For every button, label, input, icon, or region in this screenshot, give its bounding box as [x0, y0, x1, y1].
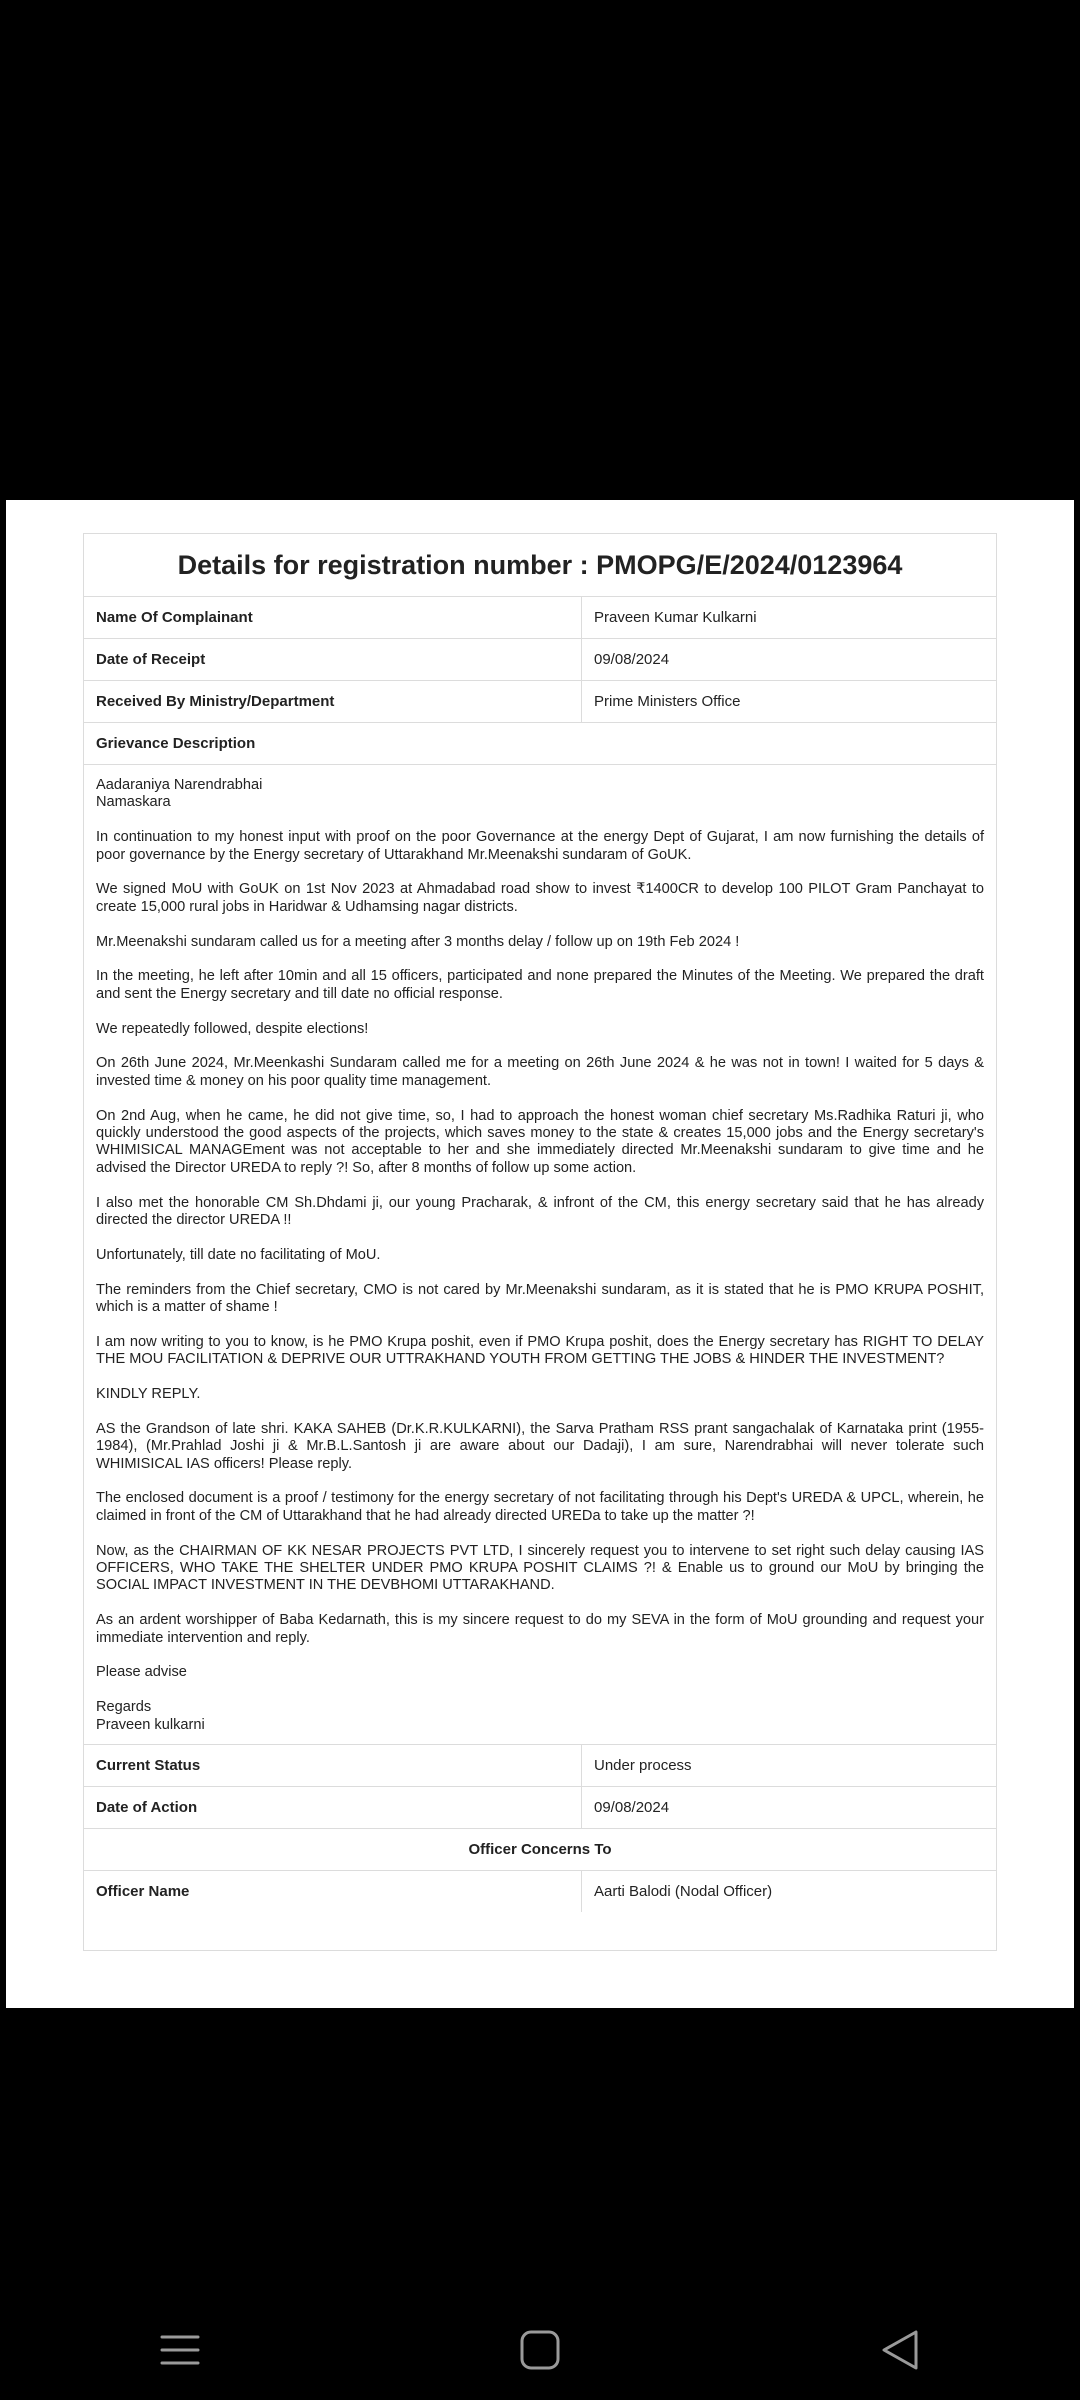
row-key: Received By Ministry/Department: [84, 681, 582, 722]
row-current-status: [84, 1745, 996, 1787]
system-navigation-bar: [0, 2300, 1080, 2400]
paragraph: As an ardent worshipper of Baba Kedarnath, this is my sincere request to do my SEVA in the form of MoU grounding and request your immediate intervention and reply.: [96, 1612, 984, 1646]
document-page: [6, 500, 1074, 2008]
paragraph: Mr.Meenakshi sundaram called us for a meeting after 3 months delay / follow up on 19th Feb 2024 !: [96, 933, 740, 950]
row-date-of-action: [84, 1787, 996, 1829]
paragraph: Unfortunately, till date no facilitating of MoU.: [96, 1246, 381, 1263]
status-value: Under process: [594, 1757, 692, 1775]
row-value: Prime Ministers Office: [594, 693, 741, 710]
closing: [96, 1699, 984, 1734]
row-value: 09/08/2024: [594, 1799, 670, 1817]
paragraph: The enclosed document is a proof / testimony for the energy secretary of not facilitating through his Dept's UREDA & UPCL, wherein, he claimed in front of the CM of Uttarakhand that he had already directed UREDa to take up the matter ?!: [96, 1490, 984, 1524]
paragraph: On 2nd Aug, when he came, he did not give time, so, I had to approach the honest woman chief secretary Ms.Radhika Raturi ji, who quickly understood the good aspects of the projects, which saves money to the state & creates 15,000 jobs and the Energy secretary's WHIMISICAL MANAGEment was not acceptable to her and she immediately directed Mr.Meenakshi sundaram to give time and he advised the Director UREDA to reply ?! So, after 8 months of follow up some action.: [96, 1107, 984, 1176]
home-button[interactable]: [510, 2320, 570, 2380]
paragraph: In continuation to my honest input with proof on the poor Governance at the energy Dept of Gujarat, I am now furnishing the details of poor governance by the Energy secretary of Uttarakhand Mr.Meenakshi sundaram of GoUK.: [96, 829, 984, 863]
paragraph: In the meeting, he left after 10min and all 15 officers, participated and none prepared the Minutes of the Meeting. We prepared the draft and sent the Energy secretary and till date no official response.: [96, 968, 984, 1002]
paragraph: I also met the honorable CM Sh.Dhdami ji, our young Pracharak, & infront of the CM, this energy secretary said that he has already directed the director UREDA !!: [96, 1194, 984, 1229]
signature-name: Praveen kulkarni: [96, 1716, 205, 1733]
page-title: Details for registration number : PMOPG/E/2024/0123964: [84, 534, 996, 597]
home-icon: [518, 2328, 562, 2372]
section-header: Officer Concerns To: [468, 1841, 612, 1859]
row-value: Aarti Balodi (Nodal Officer): [594, 1883, 773, 1901]
row-date-of-receipt: [84, 639, 996, 681]
paragraph: The reminders from the Chief secretary, CMO is not cared by Mr.Meenakshi sundaram, as it is stated that he is PMO KRUPA POSHIT, which is a matter of shame !: [96, 1281, 984, 1316]
row-received-by: [84, 681, 996, 723]
greeting-line: Namaskara: [96, 794, 171, 811]
paragraph: I am now writing to you to know, is he PMO Krupa poshit, even if PMO Krupa poshit, does the Energy secretary has RIGHT TO DELAY THE MOU FACILITATION & DEPRIVE OUR UTTRAKHAND YOUTH FROM GETTING THE JOBS & HINDER THE INVESTMENT?: [96, 1333, 984, 1368]
row-officer-concerns-header: [84, 1829, 996, 1871]
paragraph: We signed MoU with GoUK on 1st Nov 2023 at Ahmadabad road show to invest ₹1400CR to develop 100 PILOT Gram Panchayat to create 15,000 rural jobs in Haridwar & Udhamsing nagar districts.: [96, 881, 984, 915]
paragraph: KINDLY REPLY.: [96, 1386, 201, 1403]
paragraph: On 26th June 2024, Mr.Meenkashi Sundaram called me for a meeting on 26th June 2024 & he was not in town! I waited for 5 days & invested time & money on his poor quality time management.: [96, 1055, 984, 1089]
grievance-details-card: [83, 533, 997, 1951]
greeting-line: Aadaraniya Narendrabhai: [96, 777, 263, 793]
paragraph: AS the Grandson of late shri. KAKA SAHEB (Dr.K.R.KULKARNI), the Sarva Pratham RSS prant sangachalak of Karnataka print (1955-1984), (Mr.Prahlad Joshi ji & Mr.B.L.Santosh ji are aware about our Dadaji), I am sure, Narendrabhai will never tolerate such WHIMISICAL IAS officers! Please reply.: [96, 1420, 984, 1472]
row-key: Officer Name: [84, 1871, 582, 1912]
paragraph: We repeatedly followed, despite elections!: [96, 1020, 369, 1037]
paragraph: Please advise: [96, 1664, 187, 1681]
row-officer-name: [84, 1871, 996, 1912]
greeting: [96, 777, 984, 812]
recent-apps-button[interactable]: [150, 2320, 210, 2380]
closing-line: Regards: [96, 1699, 152, 1716]
row-key: Date of Action: [84, 1787, 582, 1828]
grievance-description: [84, 765, 996, 1745]
row-key: Name Of Complainant: [84, 597, 582, 638]
row-value: 09/08/2024: [594, 651, 670, 668]
row-grievance-description-label: [84, 723, 996, 765]
row-key: Date of Receipt: [84, 639, 582, 680]
section-label: Grievance Description: [96, 735, 256, 752]
row-name-of-complainant: [84, 597, 996, 639]
row-key: Current Status: [84, 1745, 582, 1786]
row-value: Praveen Kumar Kulkarni: [594, 609, 757, 626]
back-icon: [878, 2328, 922, 2372]
back-button[interactable]: [870, 2320, 930, 2380]
menu-icon: [158, 2328, 202, 2372]
paragraph: Now, as the CHAIRMAN OF KK NESAR PROJECTS PVT LTD, I sincerely request you to intervene to set right such delay causing IAS OFFICERS, WHO TAKE THE SHELTER UNDER PMO KRUPA POSHIT CLAIMS ?! & Enable us to ground our MoU by bringing the SOCIAL IMPACT INVESTMENT IN THE DEVBHOMI UTTARAKHAND.: [96, 1542, 984, 1594]
